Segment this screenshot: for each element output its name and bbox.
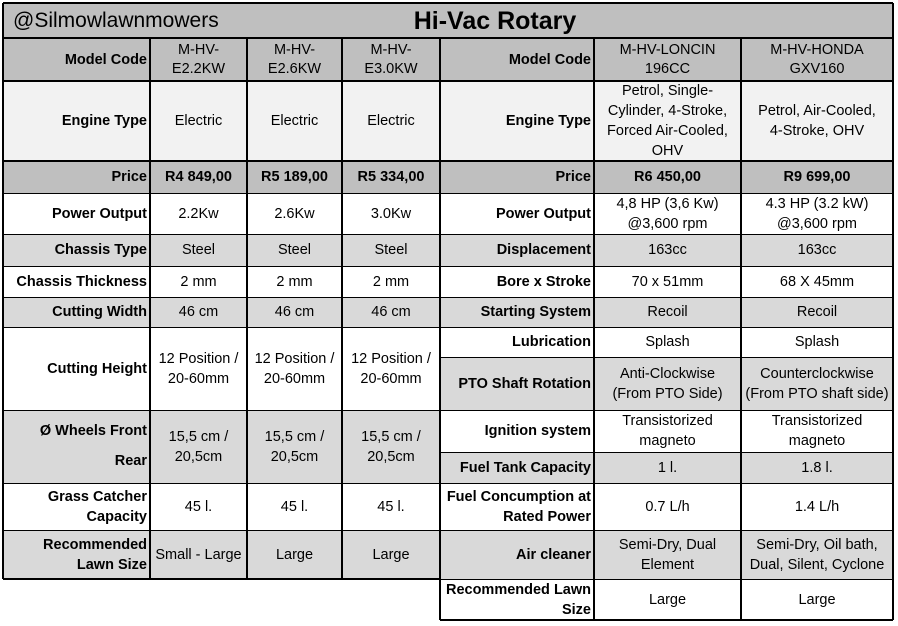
value-text: 2.6Kw — [274, 205, 315, 222]
grid-line — [440, 297, 893, 298]
spec-value — [150, 483, 247, 530]
spec-value — [741, 266, 893, 297]
value-text: 46 cm — [371, 304, 411, 320]
value-text: 46 cm — [178, 304, 219, 320]
grid-line — [740, 38, 742, 620]
value-text: Recoil — [796, 304, 838, 320]
grid-line — [3, 530, 440, 531]
value-text: Splash — [645, 334, 690, 350]
value-text: 4,8 HP (3,6 Kw) @3,600 rpm — [616, 195, 719, 232]
spec-value — [594, 193, 741, 234]
spec-value — [150, 161, 247, 193]
row-label: Price — [555, 169, 591, 185]
value-text: 3.0Kw — [370, 205, 412, 222]
spec-label — [440, 483, 594, 530]
spec-label — [3, 530, 150, 579]
value-text: 15,5 cm / 20,5cm — [168, 428, 229, 465]
spec-value — [342, 530, 440, 579]
row-label: Bore x Stroke — [496, 273, 591, 290]
grid-line — [440, 357, 893, 358]
spec-value — [594, 357, 741, 410]
row-label: Recommended Lawn Size — [445, 581, 591, 618]
grid-line — [3, 234, 440, 235]
spec-value — [150, 327, 247, 410]
row-label: Lubrication — [512, 334, 591, 350]
spec-value — [741, 452, 893, 483]
grid-line — [2, 3, 4, 579]
row-label: Fuel Tank Capacity — [459, 459, 591, 476]
value-text: Transistorized magneto — [771, 413, 863, 449]
value-text: 15,5 cm / 20,5cm — [264, 428, 325, 465]
value-text: Counterclockwise (From PTO shaft side) — [745, 365, 889, 402]
value-text: 1 l. — [657, 459, 678, 476]
value-text: 163cc — [648, 242, 687, 258]
spec-value — [594, 297, 741, 327]
spec-value — [594, 483, 741, 530]
value-text: 12 Position / 20-60mm — [254, 350, 335, 387]
row-label: Engine Type — [61, 113, 147, 129]
value-text: 2 mm — [180, 273, 217, 290]
spec-value — [342, 327, 440, 410]
value-text: Petrol, Single- Cylinder, 4-Stroke, Forced Air-Cooled, OHV — [607, 83, 728, 159]
spec-value — [150, 530, 247, 579]
spec-label — [440, 234, 594, 266]
row-label: PTO Shaft Rotation — [458, 375, 591, 392]
value-text: 68 X 45mm — [779, 273, 855, 290]
spec-label — [3, 483, 150, 530]
model-code-text: M-HV- E2.6KW — [267, 42, 322, 77]
value-text: 0.7 L/h — [645, 498, 690, 515]
spec-value — [150, 81, 247, 161]
grid-line — [440, 234, 893, 235]
grid-line — [440, 327, 893, 328]
grid-line — [440, 37, 893, 39]
row-label: Displacement — [496, 242, 591, 258]
model-code-label — [3, 38, 150, 81]
spec-value — [741, 410, 893, 452]
grid-line — [440, 193, 893, 194]
model-code-cell — [150, 38, 247, 81]
grid-line — [3, 2, 893, 4]
spec-value — [342, 483, 440, 530]
grid-line — [439, 38, 441, 620]
spec-label — [440, 193, 594, 234]
spec-label — [440, 452, 594, 483]
value-text: 45 l. — [280, 498, 309, 515]
spec-value — [342, 410, 440, 483]
spec-value — [741, 357, 893, 410]
spec-value — [594, 266, 741, 297]
value-text: 2.2Kw — [178, 205, 219, 222]
value-text: 2 mm — [276, 273, 313, 290]
spec-value — [150, 193, 247, 234]
grid-line — [440, 80, 893, 82]
spec-value — [247, 327, 342, 410]
spec-label — [3, 327, 150, 410]
spec-value — [247, 234, 342, 266]
spec-value — [741, 327, 893, 357]
grid-line — [3, 37, 440, 39]
grid-line — [3, 80, 440, 82]
spec-value — [342, 161, 440, 193]
spec-value — [150, 410, 247, 483]
spec-value — [247, 161, 342, 193]
value-text: R4 849,00 — [165, 169, 232, 185]
spec-label — [3, 81, 150, 161]
spec-value — [247, 530, 342, 579]
spec-value — [594, 452, 741, 483]
row-label: Ignition system — [484, 423, 591, 439]
value-text: Steel — [181, 242, 216, 258]
value-text: 46 cm — [274, 304, 315, 320]
value-text: Transistorized magneto — [622, 413, 713, 449]
spec-value — [594, 410, 741, 452]
spec-label — [440, 297, 594, 327]
spec-label — [3, 410, 150, 483]
row-label: Chassis Type — [54, 242, 147, 258]
grid-line — [3, 410, 440, 411]
spec-value — [342, 193, 440, 234]
grid-line — [3, 297, 440, 298]
value-text: 45 l. — [184, 498, 213, 515]
value-text: Large — [275, 546, 314, 563]
grid-line — [3, 266, 440, 267]
row-label: Air cleaner — [516, 546, 591, 563]
value-text: Splash — [794, 334, 840, 350]
model-code-text: M-HV- E2.2KW — [171, 42, 226, 77]
spec-value — [741, 483, 893, 530]
grid-line — [440, 530, 893, 531]
spec-value — [594, 81, 741, 161]
row-label: Starting System — [480, 304, 591, 320]
row-label: Fuel Concumption at Rated Power — [446, 488, 591, 525]
spec-label — [440, 357, 594, 410]
spec-value — [150, 266, 247, 297]
value-text: 12 Position / 20-60mm — [158, 350, 239, 387]
row-label: Engine Type — [505, 113, 591, 129]
value-text: 1.8 l. — [801, 459, 833, 476]
spec-value — [594, 234, 741, 266]
model-code-text: M-HV- E3.0KW — [364, 42, 418, 77]
value-text: 1.4 L/h — [794, 498, 840, 515]
spec-value — [247, 483, 342, 530]
model-code-cell — [594, 38, 741, 81]
spec-label — [3, 297, 150, 327]
spec-value — [342, 81, 440, 161]
spec-value — [741, 297, 893, 327]
spec-value — [741, 579, 893, 620]
model-code-cell — [741, 38, 893, 81]
spec-value — [741, 193, 893, 234]
spec-value — [594, 327, 741, 357]
value-text: Large — [648, 591, 687, 608]
row-label: Chassis Thickness — [16, 273, 147, 290]
spec-value — [342, 266, 440, 297]
grid-line — [3, 483, 440, 484]
grid-line — [440, 160, 893, 162]
value-text: Recoil — [647, 304, 688, 320]
value-text: Petrol, Air-Cooled, 4-Stroke, OHV — [758, 103, 876, 139]
spec-label — [3, 266, 150, 297]
model-code-text: M-HV-HONDA GXV160 — [770, 42, 864, 77]
value-text: 4.3 HP (3.2 kW) @3,600 rpm — [765, 195, 869, 232]
row-label: Recommended Lawn Size — [43, 536, 147, 573]
spec-value — [342, 297, 440, 327]
grid-line — [246, 38, 248, 579]
spec-value — [342, 234, 440, 266]
product-line-title: Hi-Vac Rotary — [413, 6, 577, 35]
grid-line — [440, 579, 893, 580]
value-text: Electric — [270, 113, 319, 129]
value-text: 163cc — [797, 242, 837, 258]
grid-line — [892, 3, 894, 620]
grid-line — [440, 410, 893, 411]
spec-value — [594, 161, 741, 193]
value-text: Electric — [367, 113, 415, 129]
grid-line — [440, 452, 893, 453]
spec-label — [440, 161, 594, 193]
value-text: 15,5 cm / 20,5cm — [361, 428, 421, 465]
row-label: Model Code — [508, 51, 591, 68]
value-text: 45 l. — [377, 498, 405, 515]
value-text: 2 mm — [372, 273, 410, 290]
spec-label — [3, 234, 150, 266]
grid-line — [593, 38, 595, 620]
row-label: Power Output — [51, 205, 147, 222]
value-text: R9 699,00 — [783, 169, 851, 185]
spec-value — [247, 410, 342, 483]
grid-line — [3, 160, 440, 162]
value-text: R5 189,00 — [261, 169, 328, 185]
row-label: Grass Catcher Capacity — [47, 488, 147, 525]
grid-line — [440, 266, 893, 267]
spec-value — [150, 234, 247, 266]
row-label: Ø Wheels Front Rear — [39, 423, 147, 469]
spec-label — [440, 81, 594, 161]
row-label: Power Output — [495, 205, 591, 222]
row-label: Cutting Width — [52, 304, 147, 320]
spec-value — [150, 297, 247, 327]
spec-value — [594, 579, 741, 620]
value-text: 70 x 51mm — [631, 273, 704, 290]
row-label: Cutting Height — [47, 360, 147, 377]
social-handle: @Silmowlawnmowers — [13, 8, 219, 32]
value-text: R5 334,00 — [357, 169, 425, 185]
row-label: Price — [111, 169, 147, 185]
value-text: Steel — [277, 242, 312, 258]
value-text: Semi-Dry, Dual Element — [618, 536, 717, 573]
spec-label — [440, 530, 594, 579]
value-text: Anti-Clockwise (From PTO Side) — [612, 365, 723, 402]
row-label: Model Code — [64, 51, 147, 68]
spec-label — [440, 579, 594, 620]
sheet-title — [300, 3, 690, 38]
model-code-cell — [247, 38, 342, 81]
spec-label — [440, 410, 594, 452]
grid-line — [3, 578, 440, 580]
spec-value — [741, 81, 893, 161]
spec-value — [247, 266, 342, 297]
value-text: Small - Large — [155, 546, 242, 563]
spec-label — [3, 161, 150, 193]
spec-value — [741, 161, 893, 193]
grid-line — [3, 327, 440, 328]
model-code-text: M-HV-LONCIN 196CC — [619, 42, 716, 77]
value-text: R6 450,00 — [634, 169, 701, 185]
spec-value — [741, 234, 893, 266]
value-text: Large — [798, 591, 836, 608]
spec-value — [247, 193, 342, 234]
spec-value — [594, 530, 741, 579]
model-code-cell — [342, 38, 440, 81]
value-text: Semi-Dry, Oil bath, Dual, Silent, Cyclone — [749, 536, 885, 573]
grid-line — [149, 38, 151, 579]
spec-value — [247, 297, 342, 327]
spec-label — [440, 266, 594, 297]
value-text: Large — [372, 546, 410, 563]
grid-line — [341, 38, 343, 579]
grid-line — [440, 619, 893, 621]
grid-line — [440, 483, 893, 484]
spec-value — [741, 530, 893, 579]
spec-label — [3, 193, 150, 234]
value-text: Steel — [374, 242, 408, 258]
model-code-label — [440, 38, 594, 81]
spec-value — [247, 81, 342, 161]
value-text: 12 Position / 20-60mm — [351, 350, 431, 387]
grid-line — [3, 193, 440, 194]
spec-label — [440, 327, 594, 357]
value-text: Electric — [174, 113, 223, 129]
